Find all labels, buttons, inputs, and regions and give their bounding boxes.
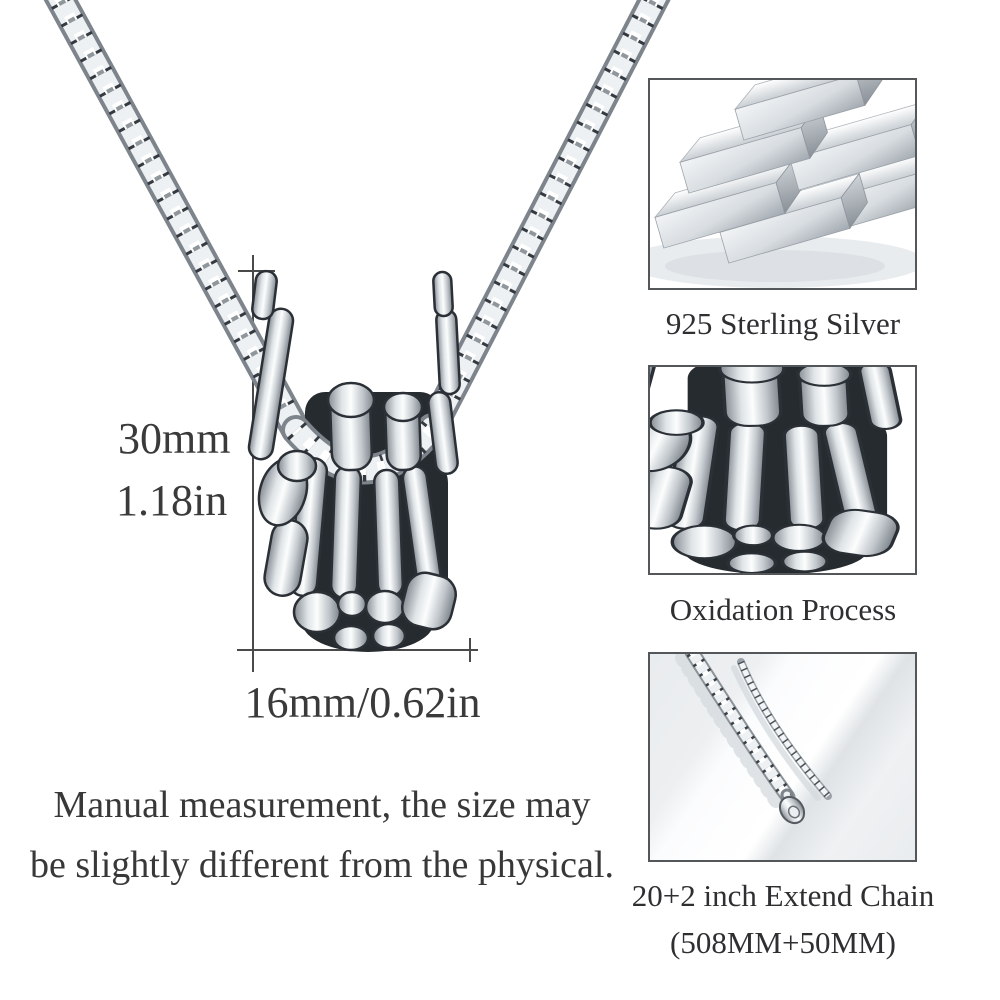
feature-caption-oxidation: Oxidation Process xyxy=(669,592,897,627)
pendant-width-label: 16mm/0.62in xyxy=(244,678,481,727)
oxidation-closeup-art xyxy=(650,367,915,573)
extend-chain-art xyxy=(650,654,915,860)
feature-caption-extend-chain: 20+2 inch Extend Chain xyxy=(631,878,935,913)
feature-caption-sterling-silver: 925 Sterling Silver xyxy=(665,306,901,341)
silver-ingots-photo xyxy=(648,78,917,290)
necklace-chain-right xyxy=(432,0,662,428)
disclaimer-line-1: Manual measurement, the size may xyxy=(53,784,591,826)
feature-caption-extend-chain-size: (508MM+50MM) xyxy=(670,925,896,960)
pendant-height-in-label: 1.18in xyxy=(116,476,228,525)
necklace-chain-left xyxy=(52,0,296,430)
skeleton-hand-closeup-photo xyxy=(648,365,917,575)
pendant-height-mm-label: 30mm xyxy=(118,414,231,463)
silver-ingots-art xyxy=(650,80,915,288)
disclaimer-line-2: be slightly different from the physical. xyxy=(30,844,614,886)
extension-chain-photo xyxy=(648,652,917,862)
